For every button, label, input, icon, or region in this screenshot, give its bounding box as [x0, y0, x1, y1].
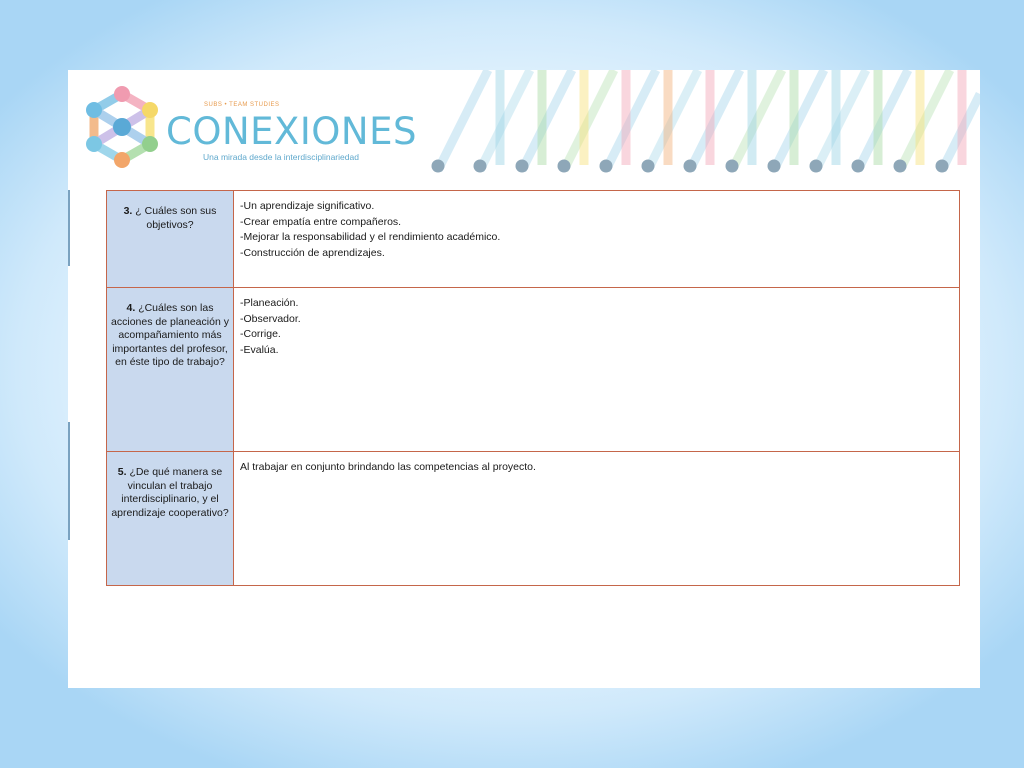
questions-table	[106, 190, 960, 586]
header-banner	[68, 70, 980, 182]
question-text: ¿De qué manera se vinculan el trabajo interdisciplinario, y el aprendizaje cooperativo?	[111, 466, 229, 519]
table-row	[107, 452, 960, 586]
answer-cell	[234, 191, 960, 288]
decorative-stripes-graphic	[428, 70, 980, 182]
answer-cell	[234, 452, 960, 586]
logo-subtitle: Una mirada desde la interdisciplinariedad	[203, 152, 359, 162]
slide	[68, 70, 980, 688]
question-cell	[107, 288, 234, 452]
question-number: 5.	[117, 466, 127, 478]
left-edge-marker	[68, 422, 70, 540]
answer-line: -Evalúa.	[240, 343, 279, 356]
left-edge-marker	[68, 190, 70, 266]
table-row	[107, 288, 960, 452]
question-cell	[107, 452, 234, 586]
question-number: 4.	[126, 302, 136, 314]
question-number: 3.	[123, 205, 133, 217]
answer-line: -Observador.	[240, 312, 301, 325]
answer-line: -Construcción de aprendizajes.	[240, 246, 385, 259]
answer-line: -Planeación.	[240, 297, 299, 309]
logo-title: CONEXIONES	[166, 110, 417, 153]
answer-line: -Corrige.	[240, 328, 281, 340]
conexiones-logo-icon	[80, 82, 164, 172]
question-text: ¿ Cuáles son sus objetivos?	[135, 205, 217, 231]
answer-line: -Crear empatía entre compañeros.	[240, 215, 402, 228]
answer-line: -Un aprendizaje significativo.	[240, 200, 375, 212]
table-row	[107, 191, 960, 288]
question-cell	[107, 191, 234, 288]
logo-tagline: SUBS • TEAM STUDIES	[204, 102, 280, 108]
question-text: ¿Cuáles son las acciones de planeación y acompañamiento más importantes del profesor, en éste tipo de trabajo?	[111, 302, 229, 368]
answer-cell	[234, 288, 960, 452]
answer-line: -Mejorar la responsabilidad y el rendimiento académico.	[240, 231, 501, 243]
answer-line: Al trabajar en conjunto brindando las competencias al proyecto.	[240, 461, 536, 473]
